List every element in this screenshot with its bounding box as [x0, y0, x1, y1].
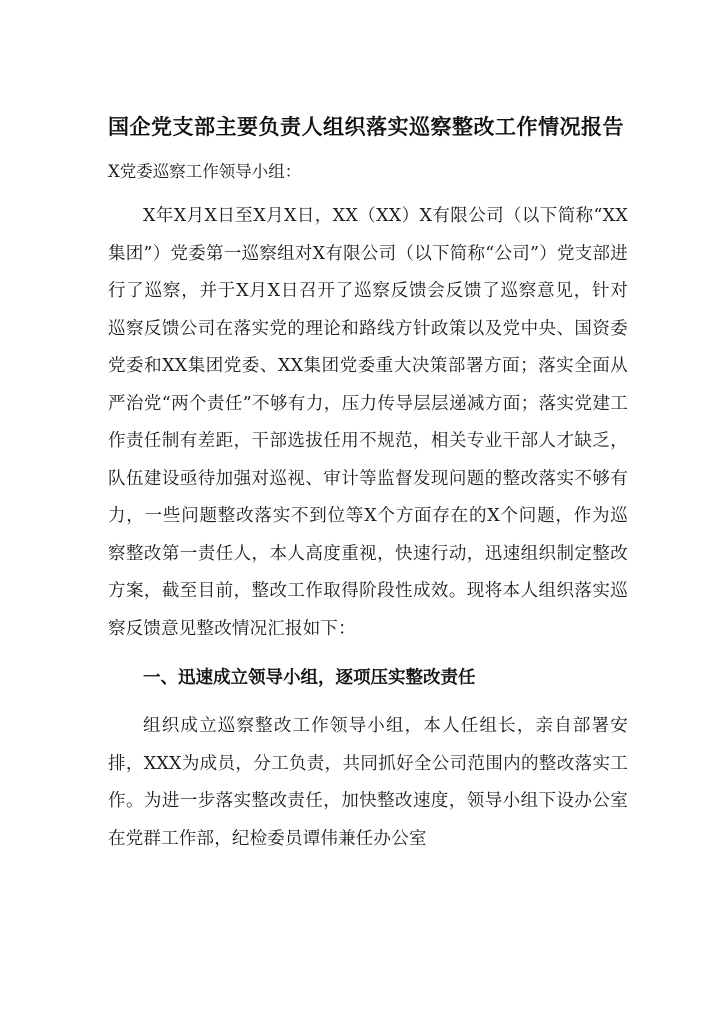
document-title: 国企党支部主要负责人组织落实巡察整改工作情况报告 [108, 115, 624, 139]
salutation: X党委巡察工作领导小组： [108, 162, 302, 181]
section-paragraph-1: 组织成立巡察整改工作领导小组，本人任组长，亲自部署安排，XXX为成员，分工负责，共同抓好全公司范围内的整改落实工作。为进一步落实整改责任，加快整改速度，领导小组下设办公室在党群工作部，纪检委员谭伟兼任办公室 [108, 716, 628, 849]
section-heading-1: 一、迅速成立领导小组，逐项压实整改责任 [143, 668, 476, 688]
document-page [108, 110, 628, 858]
intro-paragraph: X年X月X日至X月X日，XX（XX）X有限公司（以下简称“XX集团”）党委第一巡察组对X有限公司（以下简称“公司”）党支部进行了巡察，并于X月X日召开了巡察反馈会反馈了巡察意见，针对巡察反馈公司在落实党的理论和路线方针政策以及党中央、国资委党委和XX集团党委、XX集团党委重大决策部署方面；落实全面从严治党“两个责任”不够有力，压力传导层层递减方面；落实党建工作责任制有差距，干部选拔任用不规范，相关专业干部人才缺乏，队伍建设亟待加强对巡视、审计等监督发现问题的整改落实不够有力，一些问题整改落实不到位等X个方面存在的X个问题，作为巡察整改第一责任人，本人高度重视，快速行动，迅速组织制定整改方案，截至目前，整改工作取得阶段性成效。现将本人组织落实巡察反馈意见整改情况汇报如下： [108, 206, 628, 639]
